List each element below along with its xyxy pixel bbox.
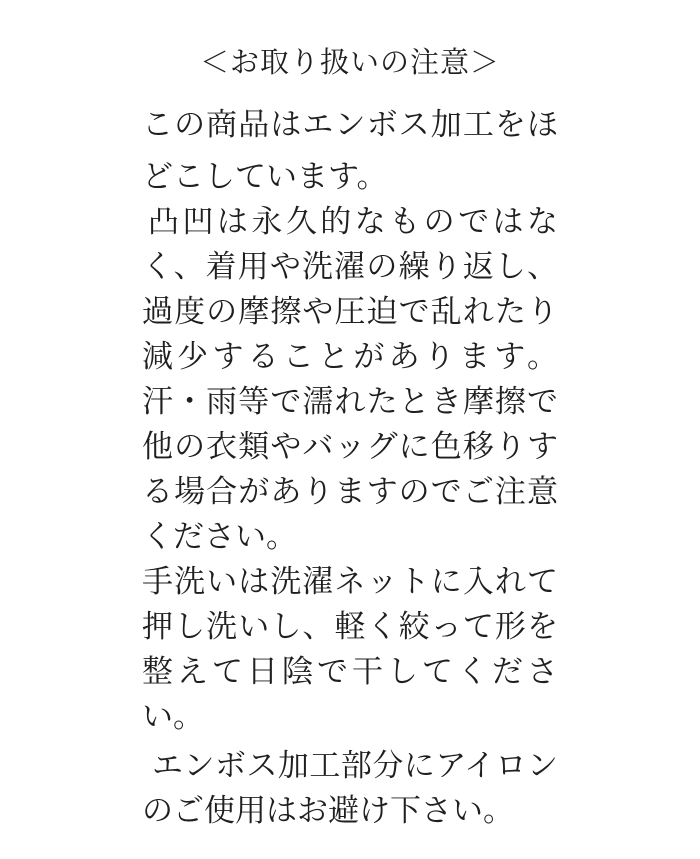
notice-line: ください。 bbox=[142, 519, 297, 555]
notice-line: 押し洗いし、軽く絞って形を bbox=[142, 609, 558, 645]
notice-line: どこしています。 bbox=[142, 159, 388, 195]
notice-line: 手洗いは洗濯ネットに入れて bbox=[142, 564, 558, 600]
notice-line: く、着用や洗濯の繰り返し、 bbox=[142, 249, 558, 285]
notice-line: 整えて日陰で干してくださ bbox=[142, 654, 558, 690]
notice-line: 減少することがあります。 bbox=[142, 339, 558, 375]
notice-line: る場合がありますのでご注意 bbox=[142, 474, 558, 510]
notice-line: 他の衣類やバッグに色移りす bbox=[142, 429, 558, 465]
notice-line: のご使用はお避け下さい。 bbox=[142, 793, 514, 829]
notice-line: い。 bbox=[142, 699, 204, 735]
notice-line: エンボス加工部分にアイロン bbox=[152, 748, 558, 784]
notice-line: 汗・雨等で濡れたとき摩擦で bbox=[142, 384, 558, 420]
notice-title: ＜お取り扱いの注意＞ bbox=[199, 45, 500, 79]
notice-line: 凸凹は永久的なものではな bbox=[148, 204, 558, 240]
notice-line: この商品はエンボス加工をほ bbox=[142, 107, 558, 143]
care-notice bbox=[142, 0, 558, 834]
notice-line: 過度の摩擦や圧迫で乱れたり bbox=[142, 294, 558, 330]
